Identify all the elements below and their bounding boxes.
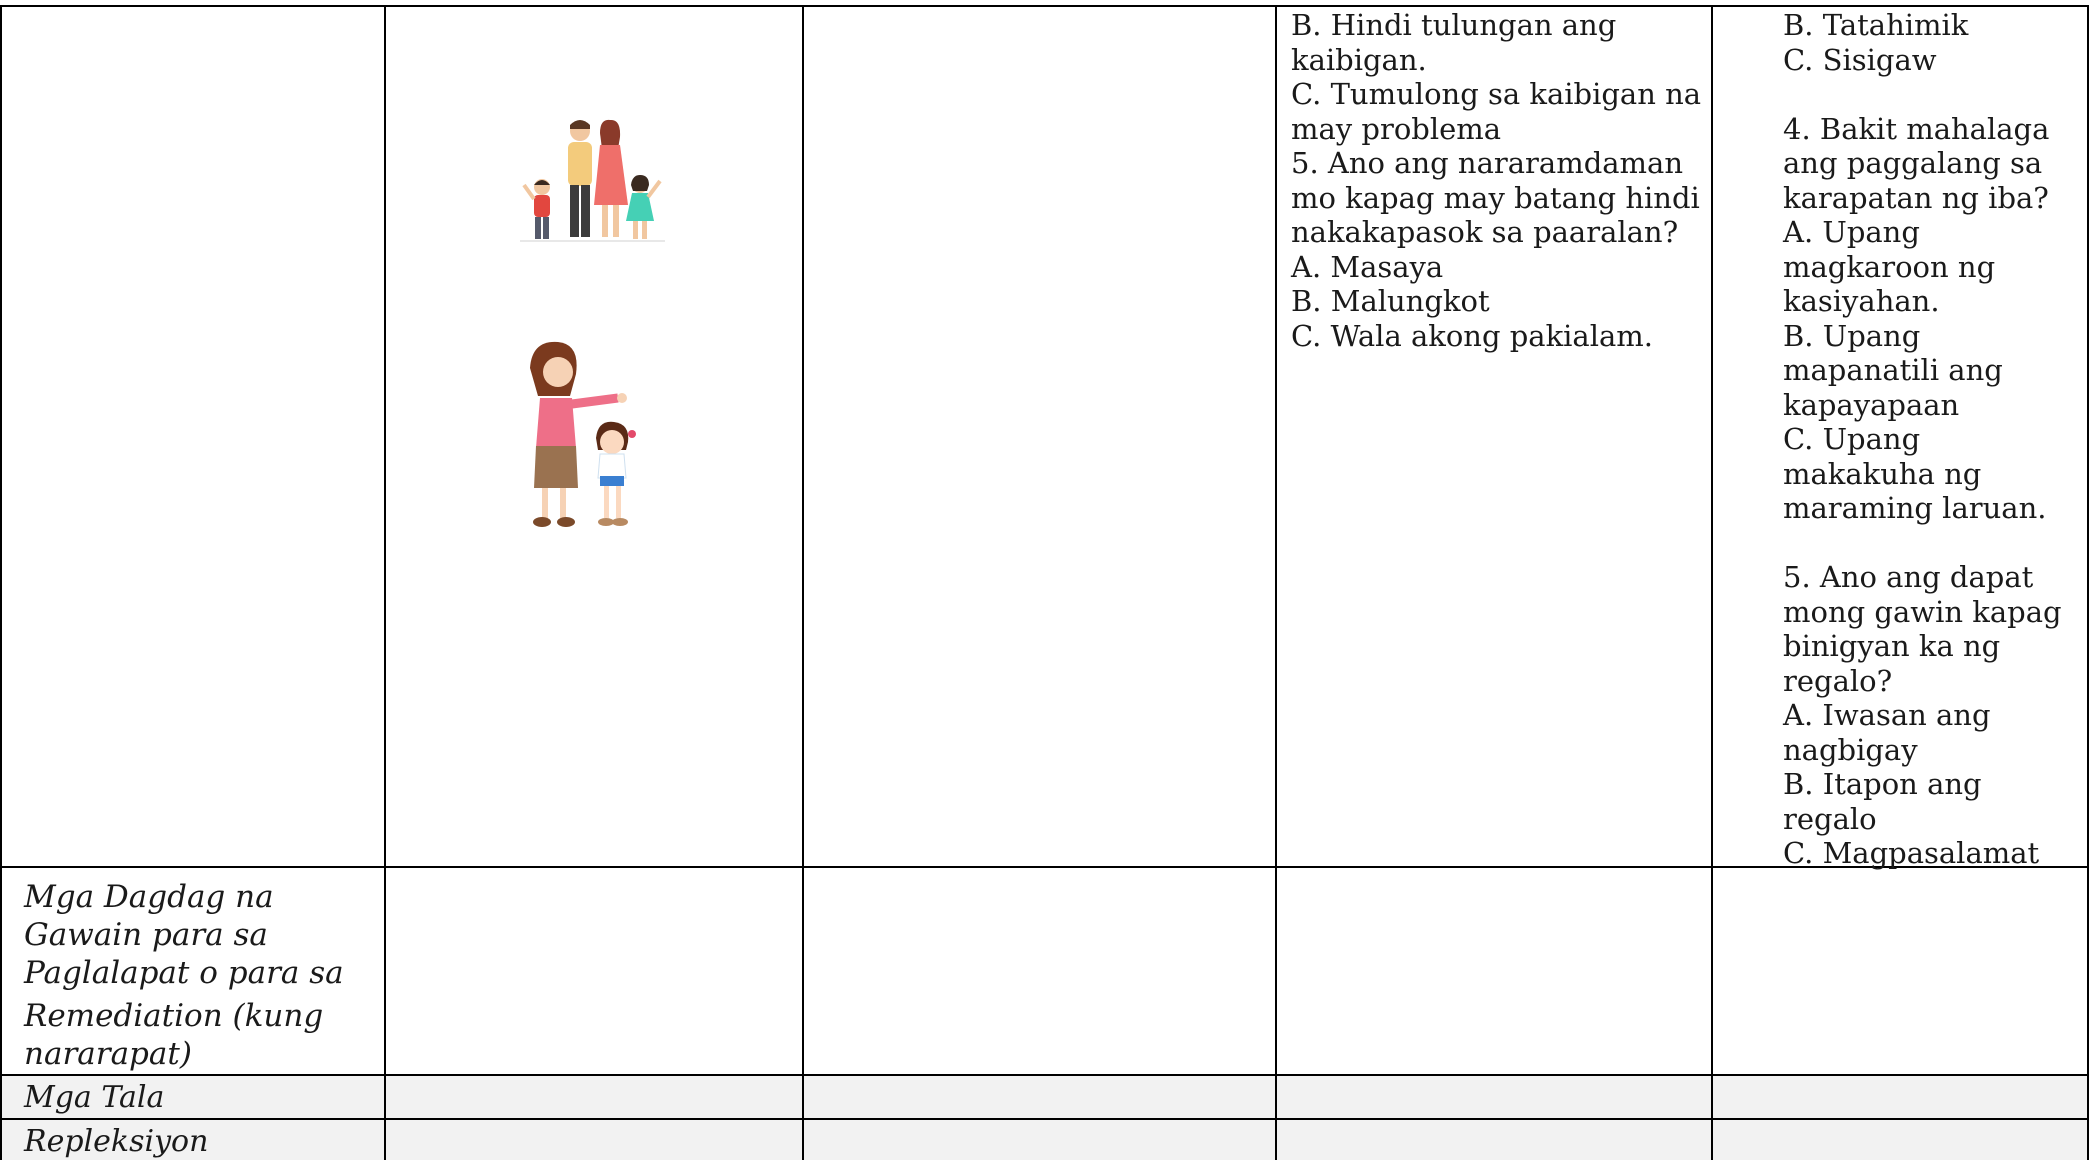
family-illustration: [520, 115, 665, 255]
question-text-col5: B. Tatahimik C. Sisigaw 4. Bakit mahalaga ang paggalang sa karapatan ng iba? A. Upang magkaroon ng kasiyahan. B. Upang mapanatili ang kapayapaan C. Upang makakuha ng maraming laruan. 5. Ano ang dapat mong gawin kapag binigyan ka ng regalo? A. Iwasan ang nagbigay B. Itapon ang regalo C. Magpasalamat: [1783, 8, 2062, 870]
col-border-3: [1275, 6, 1277, 1160]
row-label-mga-tala: Mga Tala: [24, 1080, 165, 1115]
row-border-1: [0, 866, 2089, 868]
col-border-4: [1711, 6, 1713, 1160]
scolding-mother-illustration: [518, 338, 653, 533]
row-label-repleksiyon: Repleksiyon: [24, 1124, 209, 1159]
col-border-1: [384, 6, 386, 1160]
row-label-remediation: Remediation (kung nararapat): [24, 998, 324, 1072]
col-border-2: [802, 6, 804, 1160]
col-border-0: [0, 6, 2, 1160]
row-border-3: [0, 1118, 2089, 1120]
row-label-dagdag-na-gawain: Mga Dagdag na Gawain para sa Paglalapat o para sa: [24, 879, 344, 991]
question-text-col4: B. Hindi tulungan ang kaibigan. C. Tumulong sa kaibigan na may problema 5. Ano ang nararamdaman mo kapag may batang hindi nakakapasok sa paaralan? A. Masaya B. Malungkot C. Wala akong pakialam.: [1291, 8, 1702, 353]
row-border-top: [0, 5, 2089, 7]
row-border-2: [0, 1074, 2089, 1076]
